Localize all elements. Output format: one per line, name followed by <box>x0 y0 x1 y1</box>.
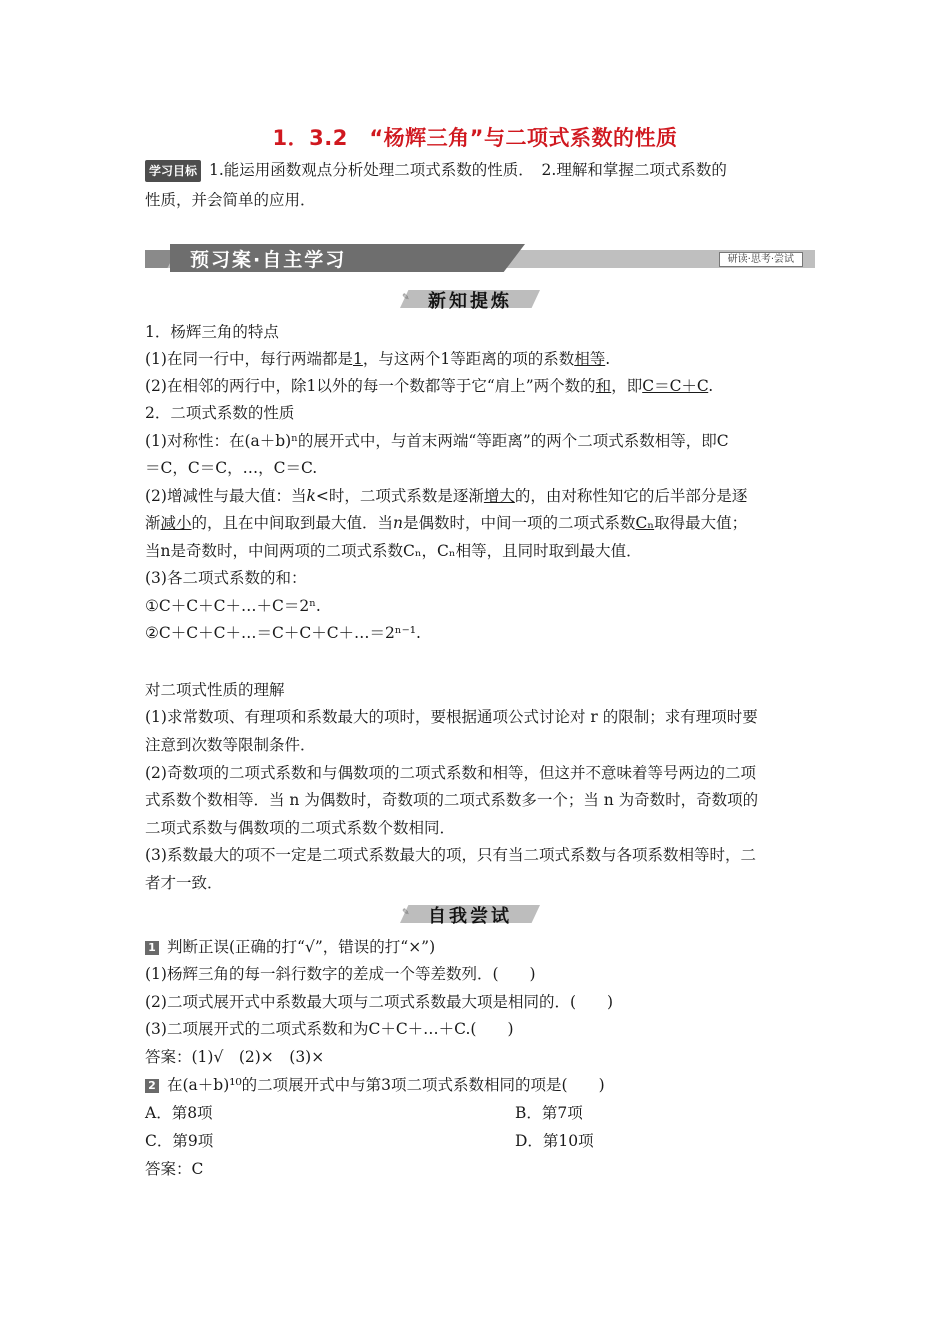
content-line: ①C＋C＋C＋…＋C＝2ⁿ. <box>145 597 321 615</box>
objectives-text-1: 1.能运用函数观点分析处理二项式系数的性质． 2.理解和掌握二项式系数的 <box>209 161 727 179</box>
content-line <box>145 486 747 506</box>
objectives-line-2: 性质，并会简单的应用． <box>145 191 316 209</box>
section-self-test <box>400 902 540 926</box>
question-number-badge: 1 <box>145 941 159 955</box>
answer-1: 答案：(1)√ (2)× (3)× <box>145 1048 325 1066</box>
banner-subtitle: 研读·思考·尝试 <box>719 252 803 267</box>
objectives-tag: 学习目标 <box>145 160 201 182</box>
pencil-icon: ✎ <box>402 908 410 918</box>
content-line: (1)求常数项、有理项和系数最大的项时，要根据通项公式讨论对 r 的限制；求有理项时要 <box>145 708 758 726</box>
text: ，即 <box>611 377 643 395</box>
text: 渐 <box>145 514 161 532</box>
section-new-knowledge <box>400 287 540 311</box>
content-line: 式系数个数相等．当 n 为偶数时，奇数项的二项式系数多一个；当 n 为奇数时，奇数项的 <box>145 791 759 809</box>
pencil-icon: ✎ <box>402 293 410 303</box>
content-line: ②C＋C＋C＋…＝C＋C＋C＋…＝2ⁿ⁻¹. <box>145 624 421 642</box>
content-line: 当n是奇数时，中间两项的二项式系数Cₙ，Cₙ相等，且同时取到最大值． <box>145 542 642 560</box>
content-line: (3)各二项式系数的和： <box>145 569 307 587</box>
question-text: 在(a＋b)¹⁰的二项展开式中与第3项二项式系数相同的项是( ) <box>167 1076 605 1094</box>
question-text: 判断正误(正确的打“√”，错误的打“×”) <box>167 938 436 956</box>
content-line <box>145 349 610 369</box>
content-line: (1)对称性：在(a＋b)ⁿ的展开式中，与首末两端“等距离”的两个二项式系数相等，即C <box>145 432 729 450</box>
content-line <box>145 513 747 533</box>
section-title: 新知提炼 <box>428 291 512 312</box>
content-line: 1．杨辉三角的特点 <box>145 323 279 341</box>
page-title: 1．3.2 “杨辉三角”与二项式系数的性质 <box>272 126 678 150</box>
option-c: C．第9项 <box>145 1132 214 1150</box>
option-b: B．第7项 <box>515 1104 583 1122</box>
question-2 <box>145 1075 605 1095</box>
content-line <box>145 376 713 396</box>
content-line: (3)系数最大的项不一定是二项式系数最大的项，只有当二项式系数与各项系数相等时，二 <box>145 846 756 864</box>
text: 取得最大值； <box>654 514 748 532</box>
content-line: 二项式系数与偶数项的二项式系数个数相同． <box>145 819 456 837</box>
answer-blank: 增大 <box>483 487 515 505</box>
text: (2)在相邻的两行中，除1以外的每一个数都等于它“肩上”两个数的 <box>145 377 596 395</box>
text: 时，二项式系数是逐渐 <box>328 487 484 505</box>
content-line: 者才一致． <box>145 874 223 892</box>
content-line: 注意到次数等限制条件． <box>145 736 316 754</box>
option-d: D．第10项 <box>515 1132 594 1150</box>
objectives-line-1 <box>145 160 727 182</box>
answer-blank: 1 <box>352 350 363 368</box>
question-number-badge: 2 <box>145 1079 159 1093</box>
question-item: (1)杨辉三角的每一斜行数字的差成一个等差数列．( ) <box>145 965 536 983</box>
text: (1)在同一行中，每行两端都是 <box>145 350 353 368</box>
text: . <box>605 350 611 368</box>
text: (2)增减性与最大值：当 <box>145 487 307 505</box>
question-item: (3)二项展开式的二项式系数和为C＋C＋…＋C.( ) <box>145 1020 514 1038</box>
text: . <box>708 377 714 395</box>
content-line: (2)奇数项的二项式系数和与偶数项的二项式系数和相等，但这并不意味着等号两边的二项 <box>145 764 756 782</box>
text: n <box>393 514 404 532</box>
text: k< <box>306 487 329 505</box>
question-item: (2)二项式展开式中系数最大项与二项式系数最大项是相同的．( ) <box>145 993 614 1011</box>
content-line: 对二项式性质的理解 <box>145 681 285 699</box>
text: ，与这两个1等距离的项的系数 <box>362 350 575 368</box>
banner-title: 预习案·自主学习 <box>190 249 347 271</box>
answer-blank: Cₙ <box>635 514 655 532</box>
text: 是偶数时，中间一项的二项式系数 <box>403 514 636 532</box>
section-banner <box>145 244 815 272</box>
text: 的，由对称性知它的后半部分是逐 <box>514 487 748 505</box>
text: 的，且在中间取到最大值．当 <box>191 514 394 532</box>
section-title: 自我尝试 <box>428 906 512 927</box>
answer-blank: 减小 <box>160 514 192 532</box>
answer-blank: 相等 <box>574 350 606 368</box>
content-line: 2．二项式系数的性质 <box>145 404 295 422</box>
content-line: ＝C，C＝C，…，C＝C. <box>145 459 318 477</box>
question-1 <box>145 937 435 957</box>
answer-blank: C＝C＋C <box>642 377 709 395</box>
answer-blank: 和 <box>595 377 612 395</box>
option-a: A．第8项 <box>145 1104 213 1122</box>
answer-2: 答案：C <box>145 1160 204 1178</box>
